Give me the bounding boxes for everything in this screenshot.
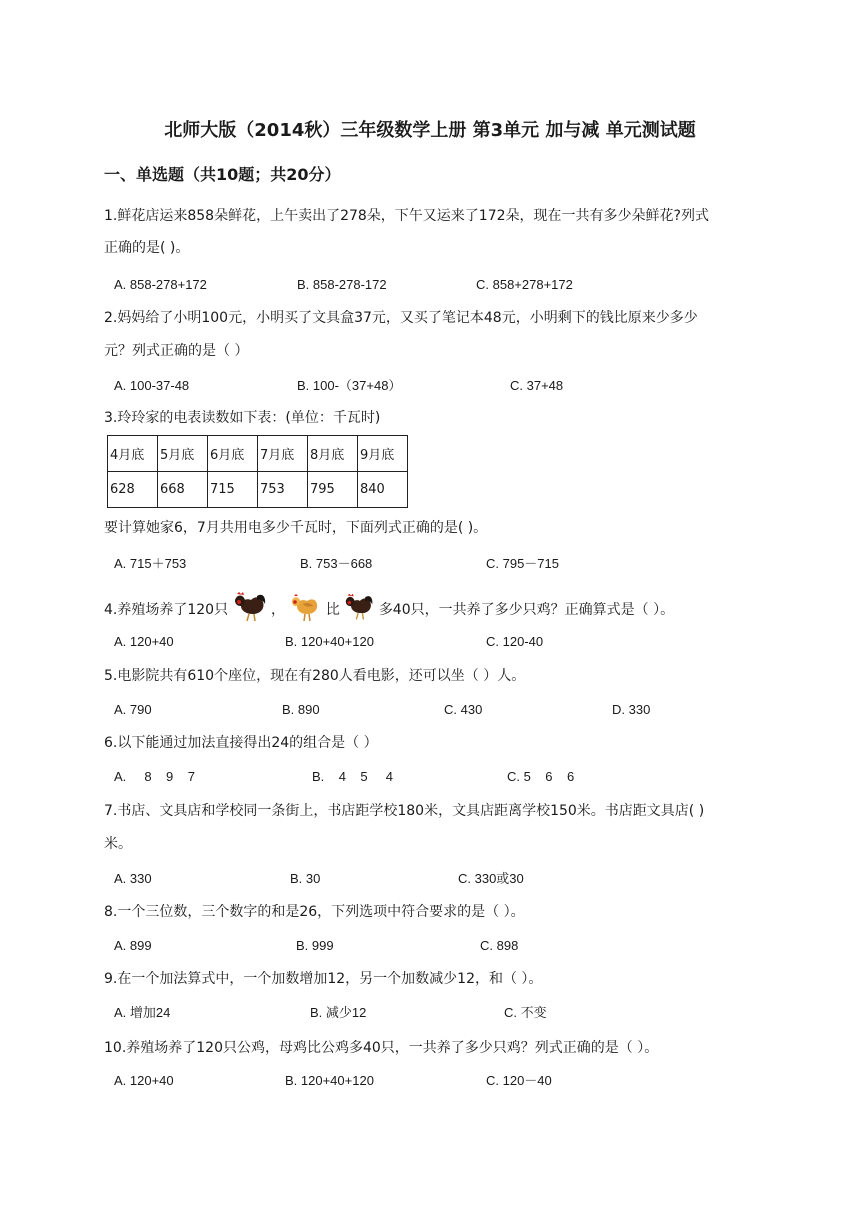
page-title: 北师大版（2014秋）三年级数学上册 第3单元 加与减 单元测试题 — [164, 120, 696, 141]
question-7-text: 7.书店、文具店和学校同一条街上，书店距学校180米，文具店距离学校150米。书店距文具店( ) — [104, 803, 705, 819]
q7-option-b[interactable]: B. 30 — [290, 871, 321, 886]
q3-option-c[interactable]: C. 795－715 — [486, 556, 559, 571]
table-cell: 668 — [158, 472, 208, 508]
question-4-comma: ， — [271, 602, 285, 618]
section-heading: 一、单选题（共10题；共20分） — [104, 165, 341, 184]
q6-option-b[interactable]: B. 4 5 4 — [312, 769, 393, 784]
q1-option-b[interactable]: B. 858-278-172 — [297, 277, 387, 292]
question-4-text-part2: 比 — [325, 602, 340, 618]
table-header-cell: 8月底 — [308, 436, 358, 472]
table-cell: 715 — [208, 472, 258, 508]
q7-option-c[interactable]: C. 330或30 — [458, 871, 524, 886]
table-header-cell: 9月底 — [358, 436, 408, 472]
q9-option-c[interactable]: C. 不变 — [504, 1005, 547, 1020]
table-header-cell: 6月底 — [208, 436, 258, 472]
table-cell: 628 — [108, 472, 158, 508]
question-4-text — [104, 592, 674, 628]
question-5-text: 5.电影院共有610个座位，现在有280人看电影，还可以坐（ ）人。 — [104, 668, 526, 684]
q6-option-c[interactable]: C. 5 6 6 — [507, 769, 575, 784]
q7-option-a[interactable]: A. 330 — [114, 871, 152, 886]
q2-option-c[interactable]: C. 37+48 — [510, 378, 564, 393]
q5-option-a[interactable]: A. 790 — [114, 702, 152, 717]
q2-option-a[interactable]: A. 100-37-48 — [114, 378, 190, 393]
rooster-icon — [344, 592, 374, 628]
table-header-cell: 5月底 — [158, 436, 208, 472]
q3-option-b[interactable]: B. 753－668 — [300, 556, 373, 571]
hen-icon — [289, 592, 321, 628]
q2-option-b[interactable]: B. 100-（37+48） — [297, 378, 402, 393]
question-4-text-part3: 多40只，一共养了多少只鸡？正确算式是（ ）。 — [378, 602, 675, 618]
q4-option-c[interactable]: C. 120-40 — [486, 634, 544, 649]
table-header-cell: 4月底 — [108, 436, 158, 472]
q6-option-a[interactable]: A. 8 9 7 — [114, 769, 195, 784]
q4-option-a[interactable]: A. 120+40 — [114, 634, 174, 649]
question-10-text: 10.养殖场养了120只公鸡，母鸡比公鸡多40只，一共养了多少只鸡？列式正确的是（ ）。 — [104, 1040, 659, 1056]
q4-option-b[interactable]: B. 120+40+120 — [285, 634, 374, 649]
q10-option-b[interactable]: B. 120+40+120 — [285, 1073, 374, 1088]
question-1-text: 1.鲜花店运来858朵鲜花，上午卖出了278朵，下午又运来了172朵，现在一共有多少朵鲜花?列式 — [104, 208, 709, 224]
q10-option-a[interactable]: A. 120+40 — [114, 1073, 174, 1088]
q1-option-c[interactable]: C. 858+278+172 — [476, 277, 573, 292]
table-header-row — [108, 436, 408, 472]
meter-reading-table — [107, 435, 408, 508]
question-8-text: 8.一个三位数，三个数字的和是26，下列选项中符合要求的是（ ）。 — [104, 904, 525, 920]
table-row — [108, 472, 408, 508]
q9-option-b[interactable]: B. 减少12 — [310, 1005, 367, 1020]
table-header-cell: 7月底 — [258, 436, 308, 472]
q9-option-a[interactable]: A. 增加24 — [114, 1005, 171, 1020]
q1-option-a[interactable]: A. 858-278+172 — [114, 277, 207, 292]
q10-option-c[interactable]: C. 120－40 — [486, 1073, 552, 1088]
question-1-text-cont: 正确的是( )。 — [104, 240, 190, 256]
table-cell: 840 — [358, 472, 408, 508]
question-2-text-cont: 元？列式正确的是（ ） — [104, 343, 249, 359]
table-cell: 753 — [258, 472, 308, 508]
question-4-text-part1: 4.养殖场养了120只 — [104, 602, 229, 618]
q5-option-b[interactable]: B. 890 — [282, 702, 320, 717]
table-cell: 795 — [308, 472, 358, 508]
question-9-text: 9.在一个加法算式中，一个加数增加12，另一个加数减少12，和（ ）。 — [104, 971, 543, 987]
q8-option-c[interactable]: C. 898 — [480, 938, 519, 953]
q5-option-c[interactable]: C. 430 — [444, 702, 483, 717]
question-6-text: 6.以下能通过加法直接得出24的组合是（ ） — [104, 735, 378, 751]
rooster-icon — [233, 592, 267, 628]
question-2-text: 2.妈妈给了小明100元，小明买了文具盒37元，又买了笔记本48元，小明剩下的钱比原来少多少 — [104, 310, 698, 326]
question-3-text-cont: 要计算她家6，7月共用电多少千瓦时，下面列式正确的是( )。 — [104, 520, 488, 536]
q8-option-a[interactable]: A. 899 — [114, 938, 152, 953]
q5-option-d[interactable]: D. 330 — [612, 702, 651, 717]
q3-option-a[interactable]: A. 715＋753 — [114, 556, 187, 571]
question-7-text-cont: 米。 — [104, 836, 132, 852]
question-3-text: 3.玲玲家的电表读数如下表：(单位：千瓦时) — [104, 410, 381, 426]
q8-option-b[interactable]: B. 999 — [296, 938, 334, 953]
